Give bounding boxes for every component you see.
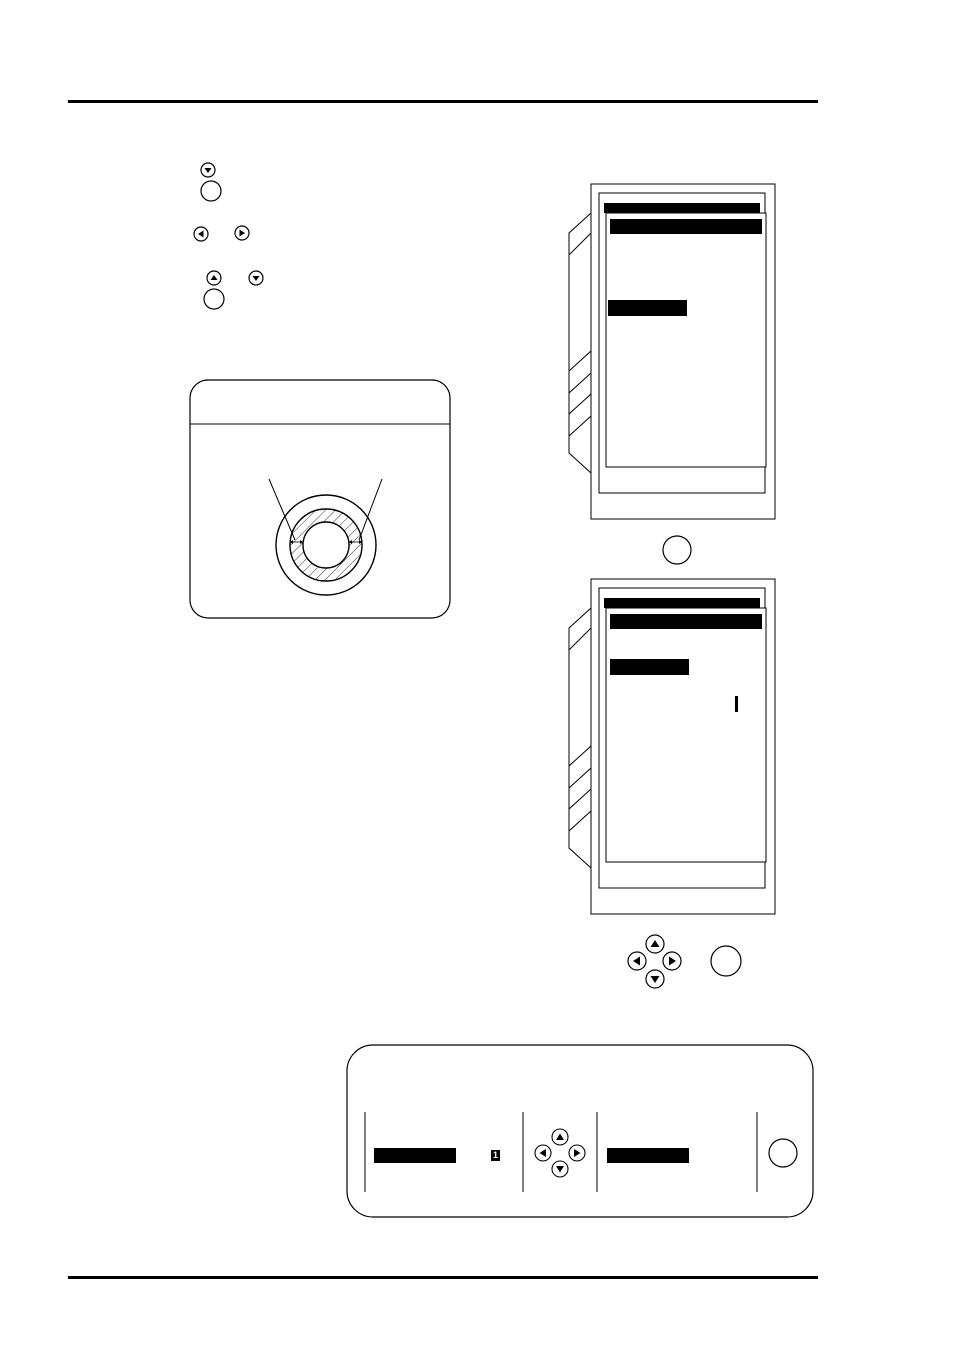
text-cursor <box>735 696 738 712</box>
enter-key-icon <box>200 180 224 204</box>
selected-item-highlight <box>608 300 687 316</box>
selected-item-highlight <box>610 659 689 675</box>
procedure-panel <box>346 1044 816 1220</box>
right-arrow-key-icon <box>234 225 254 245</box>
enter-key-icon <box>203 288 227 312</box>
enter-key-icon <box>709 944 743 978</box>
arrow-keypad-icon <box>624 933 688 993</box>
enter-key-icon <box>661 534 693 566</box>
up-arrow-key-icon <box>206 270 226 290</box>
left-arrow-key-icon <box>193 226 213 246</box>
device-screen-lower <box>563 578 779 918</box>
device-screen-upper <box>563 183 779 523</box>
header-rule <box>68 100 818 103</box>
down-arrow-key-icon <box>200 162 220 182</box>
down-arrow-key-icon <box>248 270 268 290</box>
pipe-section-diagram <box>189 379 453 621</box>
value-digit: 1 <box>492 1150 498 1160</box>
footer-rule <box>68 1276 818 1279</box>
